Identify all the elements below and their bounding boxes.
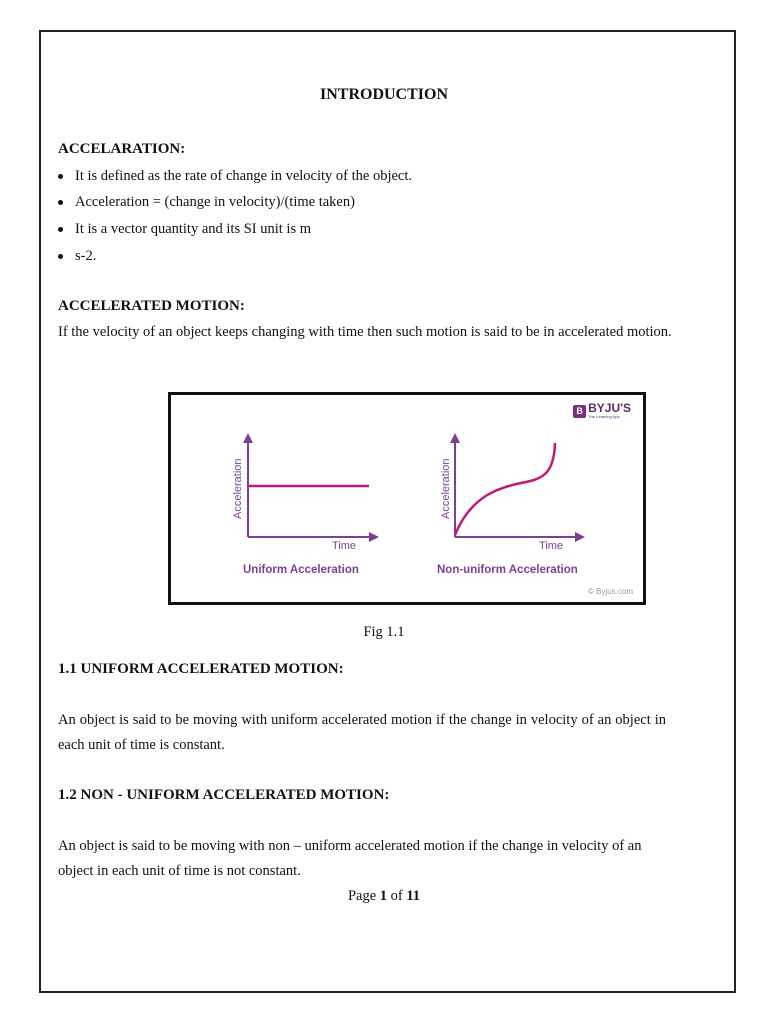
bullet-dot-icon: [58, 254, 63, 259]
heading-accelaration: ACCELARATION:: [58, 141, 186, 157]
bullet-text: It is a vector quantity and its SI unit is m: [75, 221, 312, 237]
bullet-item: [58, 221, 311, 238]
bullet-dot-icon: [58, 200, 63, 205]
figure-copyright: © Byjus.com: [587, 587, 633, 596]
bullet-text: s-2.: [75, 248, 97, 264]
acceleration-graphs-svg: [171, 395, 643, 602]
right-nonuniform-curve: [455, 443, 555, 535]
figure-acceleration-graphs: [168, 392, 646, 605]
left-xlabel: Time: [332, 540, 357, 552]
figure-caption: Fig 1.1: [363, 624, 405, 640]
footer-prefix: Page: [347, 888, 377, 904]
right-x-arrow-icon: [575, 532, 585, 542]
footer-of: of: [390, 888, 403, 904]
bullet-item: [58, 194, 355, 211]
heading-accelerated-motion: ACCELERATED MOTION:: [58, 298, 245, 314]
byjus-logo-icon: B: [573, 405, 586, 418]
heading-uniform-accelerated-motion: 1.1 UNIFORM ACCELERATED MOTION:: [58, 661, 344, 677]
bullet-dot-icon: [58, 174, 63, 179]
left-ylabel: Acceleration: [232, 458, 244, 519]
heading-non-uniform-accelerated-motion: 1.2 NON - UNIFORM ACCELERATED MOTION:: [58, 787, 390, 803]
right-graph-title: Non-uniform Acceleration: [437, 564, 578, 576]
paragraph-accelerated-motion: If the velocity of an object keeps changing with time then such motion is said to be in accelerated motion.: [58, 324, 672, 340]
left-x-arrow-icon: [369, 532, 379, 542]
right-y-arrow-icon: [450, 433, 460, 443]
paragraph-non-uniform-accelerated-motion: An object is said to be moving with non – uniform accelerated motion if the change in velocity of an object in each unit of time is not constant.: [58, 838, 642, 879]
bullet-text: Acceleration = (change in velocity)/(time taken): [75, 194, 355, 210]
left-graph-title: Uniform Acceleration: [243, 564, 359, 576]
page-footer: [0, 888, 768, 905]
paragraph-uniform-accelerated-motion: An object is said to be moving with uniform accelerated motion if the change in velocity of an object in each unit of time is constant.: [58, 712, 666, 753]
bullet-dot-icon: [58, 227, 63, 232]
brand-tagline: The Learning App: [588, 414, 620, 419]
bullet-item: [58, 168, 412, 185]
right-ylabel: Acceleration: [440, 458, 452, 519]
bullet-item: [58, 248, 96, 265]
right-xlabel: Time: [539, 540, 564, 552]
brand-name: BYJU'S: [588, 401, 631, 415]
page-title: INTRODUCTION: [319, 86, 448, 103]
footer-current-page: 1: [379, 888, 387, 904]
bullet-text: It is defined as the rate of change in velocity of the object.: [75, 168, 412, 184]
left-y-arrow-icon: [243, 433, 253, 443]
footer-total-pages: 11: [406, 888, 421, 904]
